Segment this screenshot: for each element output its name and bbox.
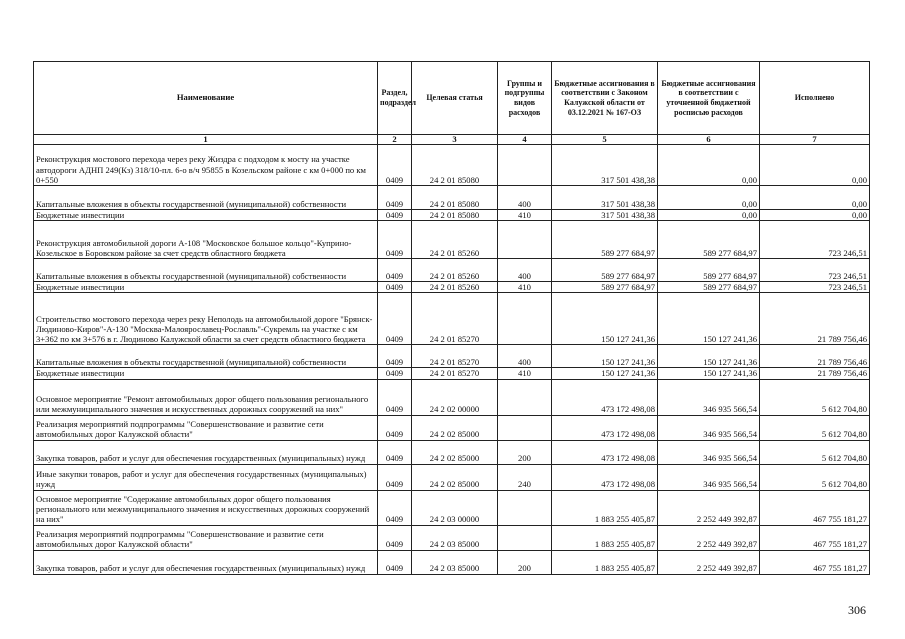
- cell-group: [498, 490, 552, 525]
- cell-law: 150 127 241,36: [552, 293, 658, 345]
- cell-section: 0409: [378, 415, 412, 440]
- table-row: [34, 550, 870, 574]
- cell-group: 400: [498, 186, 552, 210]
- cell-name: Капитальные вложения в объекты государственной (муниципальной) собственности: [34, 345, 378, 368]
- cell-law: 150 127 241,36: [552, 368, 658, 379]
- cell-name: Закупка товаров, работ и услуг для обеспечения государственных (муниципальных) нужд: [34, 440, 378, 464]
- cell-refined: 150 127 241,36: [658, 293, 760, 345]
- header-target: Целевая статья: [412, 62, 498, 135]
- table-row: [34, 210, 870, 221]
- cell-executed: 21 789 756,46: [760, 368, 870, 379]
- cell-name: Закупка товаров, работ и услуг для обеспечения государственных (муниципальных) нужд: [34, 550, 378, 574]
- cell-refined: 2 252 449 392,87: [658, 490, 760, 525]
- cell-executed: 21 789 756,46: [760, 293, 870, 345]
- cell-law: 1 883 255 405,87: [552, 550, 658, 574]
- cell-executed: 723 246,51: [760, 259, 870, 282]
- cell-target: 24 2 02 85000: [412, 440, 498, 464]
- header-name: Наименование: [34, 62, 378, 135]
- cell-refined: 150 127 241,36: [658, 345, 760, 368]
- cell-target: 24 2 03 00000: [412, 490, 498, 525]
- column-number: 5: [552, 135, 658, 145]
- budget-table: [33, 61, 870, 575]
- table-row: [34, 490, 870, 525]
- cell-group: 410: [498, 210, 552, 221]
- cell-refined: 2 252 449 392,87: [658, 525, 760, 550]
- table-row: [34, 379, 870, 415]
- table-row: [34, 221, 870, 259]
- cell-executed: 467 755 181,27: [760, 525, 870, 550]
- cell-group: 200: [498, 440, 552, 464]
- cell-refined: 0,00: [658, 186, 760, 210]
- cell-target: 24 2 01 85260: [412, 221, 498, 259]
- header-refined: Бюджетные ассигнования в соответствии с уточненной бюджетной росписью расходов: [658, 62, 760, 135]
- cell-law: 589 277 684,97: [552, 259, 658, 282]
- cell-name: Иные закупки товаров, работ и услуг для обеспечения государственных (муниципальных) нужд: [34, 464, 378, 490]
- column-number: 1: [34, 135, 378, 145]
- cell-law: 589 277 684,97: [552, 221, 658, 259]
- cell-target: 24 2 02 00000: [412, 379, 498, 415]
- cell-refined: 2 252 449 392,87: [658, 550, 760, 574]
- table-row: [34, 259, 870, 282]
- cell-section: 0409: [378, 293, 412, 345]
- column-number-row: [34, 135, 870, 145]
- table-row: [34, 345, 870, 368]
- cell-group: [498, 145, 552, 186]
- cell-executed: 723 246,51: [760, 221, 870, 259]
- cell-section: 0409: [378, 210, 412, 221]
- cell-executed: 0,00: [760, 186, 870, 210]
- cell-section: 0409: [378, 550, 412, 574]
- page-number: 306: [848, 603, 866, 617]
- cell-executed: 467 755 181,27: [760, 550, 870, 574]
- cell-refined: 150 127 241,36: [658, 368, 760, 379]
- cell-target: 24 2 01 85080: [412, 145, 498, 186]
- cell-refined: 589 277 684,97: [658, 221, 760, 259]
- cell-executed: 0,00: [760, 210, 870, 221]
- column-number: 4: [498, 135, 552, 145]
- cell-executed: 21 789 756,46: [760, 345, 870, 368]
- cell-section: 0409: [378, 259, 412, 282]
- header-executed: Исполнено: [760, 62, 870, 135]
- cell-group: [498, 293, 552, 345]
- cell-law: 589 277 684,97: [552, 282, 658, 293]
- cell-refined: 0,00: [658, 145, 760, 186]
- cell-section: 0409: [378, 440, 412, 464]
- cell-law: 473 172 498,08: [552, 415, 658, 440]
- header-groups: Группы и подгруппы видов расходов: [498, 62, 552, 135]
- cell-law: 317 501 438,38: [552, 186, 658, 210]
- cell-target: 24 2 01 85080: [412, 210, 498, 221]
- cell-section: 0409: [378, 145, 412, 186]
- cell-group: 410: [498, 368, 552, 379]
- cell-law: 317 501 438,38: [552, 145, 658, 186]
- column-number: 6: [658, 135, 760, 145]
- cell-name: Капитальные вложения в объекты государственной (муниципальной) собственности: [34, 186, 378, 210]
- cell-group: [498, 415, 552, 440]
- cell-target: 24 2 01 85260: [412, 259, 498, 282]
- cell-name: Реализация мероприятий подпрограммы "Совершенствование и развитие сети автомобильных дорог Калужской области": [34, 415, 378, 440]
- cell-name: Бюджетные инвестиции: [34, 282, 378, 293]
- cell-name: Реконструкция мостового перехода через реку Жиздра с подходом к мосту на участке автодороги АДНП 249(Кз) 318/10-пл. 6-о в/ч 95855 в Козельском районе с км 0+000 по км 0+550: [34, 145, 378, 186]
- cell-law: 473 172 498,08: [552, 464, 658, 490]
- table-row: [34, 186, 870, 210]
- cell-refined: 346 935 566,54: [658, 379, 760, 415]
- cell-refined: 0,00: [658, 210, 760, 221]
- cell-section: 0409: [378, 282, 412, 293]
- cell-group: 400: [498, 345, 552, 368]
- cell-refined: 589 277 684,97: [658, 282, 760, 293]
- cell-group: [498, 525, 552, 550]
- cell-target: 24 2 01 85270: [412, 345, 498, 368]
- cell-name: Строительство мостового перехода через реку Неполодь на автомобильной дороге "Брянск-Людиново-Киров"-А-130 "Москва-Малоярославец-Рославль"-Сукремль на участке с км 3+362 по км 3+576 в г. Людиново Калужской области за счет средств областного бюджета: [34, 293, 378, 345]
- cell-law: 150 127 241,36: [552, 345, 658, 368]
- cell-group: [498, 379, 552, 415]
- cell-executed: 467 755 181,27: [760, 490, 870, 525]
- cell-section: 0409: [378, 345, 412, 368]
- table-row: [34, 415, 870, 440]
- table-row: [34, 145, 870, 186]
- header-section: Раздел, подраздел: [378, 62, 412, 135]
- cell-group: [498, 221, 552, 259]
- cell-name: Капитальные вложения в объекты государственной (муниципальной) собственности: [34, 259, 378, 282]
- cell-executed: 5 612 704,80: [760, 464, 870, 490]
- cell-target: 24 2 01 85270: [412, 368, 498, 379]
- column-number: 3: [412, 135, 498, 145]
- cell-name: Бюджетные инвестиции: [34, 210, 378, 221]
- cell-target: 24 2 03 85000: [412, 550, 498, 574]
- cell-refined: 346 935 566,54: [658, 415, 760, 440]
- cell-section: 0409: [378, 368, 412, 379]
- cell-group: 240: [498, 464, 552, 490]
- table-row: [34, 440, 870, 464]
- cell-name: Реконструкция автомобильной дороги А-108 "Московское большое кольцо"-Куприно-Козельское в Боровском районе за счет средств областного бюджета: [34, 221, 378, 259]
- column-number: 2: [378, 135, 412, 145]
- header-row: [34, 62, 870, 135]
- cell-executed: 5 612 704,80: [760, 440, 870, 464]
- table-row: [34, 464, 870, 490]
- column-number: 7: [760, 135, 870, 145]
- cell-refined: 589 277 684,97: [658, 259, 760, 282]
- table-row: [34, 525, 870, 550]
- cell-name: Основное мероприятие "Содержание автомобильных дорог общего пользования регионального или межмуниципального значения и искусственных дорожных сооружений на них": [34, 490, 378, 525]
- cell-section: 0409: [378, 379, 412, 415]
- cell-section: 0409: [378, 221, 412, 259]
- cell-name: Бюджетные инвестиции: [34, 368, 378, 379]
- cell-refined: 346 935 566,54: [658, 464, 760, 490]
- cell-name: Реализация мероприятий подпрограммы "Совершенствование и развитие сети автомобильных дорог Калужской области": [34, 525, 378, 550]
- table-row: [34, 293, 870, 345]
- cell-section: 0409: [378, 186, 412, 210]
- cell-section: 0409: [378, 490, 412, 525]
- cell-executed: 5 612 704,80: [760, 415, 870, 440]
- cell-target: 24 2 01 85260: [412, 282, 498, 293]
- cell-law: 1 883 255 405,87: [552, 490, 658, 525]
- cell-target: 24 2 01 85270: [412, 293, 498, 345]
- table-row: [34, 368, 870, 379]
- cell-executed: 5 612 704,80: [760, 379, 870, 415]
- header-law: Бюджетные ассигнования в соответствии с Законом Калужской области от 03.12.2021 № 167-ОЗ: [552, 62, 658, 135]
- cell-target: 24 2 02 85000: [412, 464, 498, 490]
- cell-group: 200: [498, 550, 552, 574]
- cell-group: 400: [498, 259, 552, 282]
- cell-law: 1 883 255 405,87: [552, 525, 658, 550]
- cell-name: Основное мероприятие "Ремонт автомобильных дорог общего пользования регионального или межмуниципального значения и искусственных дорожных сооружений на них": [34, 379, 378, 415]
- cell-section: 0409: [378, 525, 412, 550]
- cell-executed: 0,00: [760, 145, 870, 186]
- cell-target: 24 2 02 85000: [412, 415, 498, 440]
- cell-section: 0409: [378, 464, 412, 490]
- cell-target: 24 2 03 85000: [412, 525, 498, 550]
- cell-group: 410: [498, 282, 552, 293]
- cell-refined: 346 935 566,54: [658, 440, 760, 464]
- cell-law: 473 172 498,08: [552, 379, 658, 415]
- table-row: [34, 282, 870, 293]
- cell-executed: 723 246,51: [760, 282, 870, 293]
- cell-law: 317 501 438,38: [552, 210, 658, 221]
- cell-target: 24 2 01 85080: [412, 186, 498, 210]
- cell-law: 473 172 498,08: [552, 440, 658, 464]
